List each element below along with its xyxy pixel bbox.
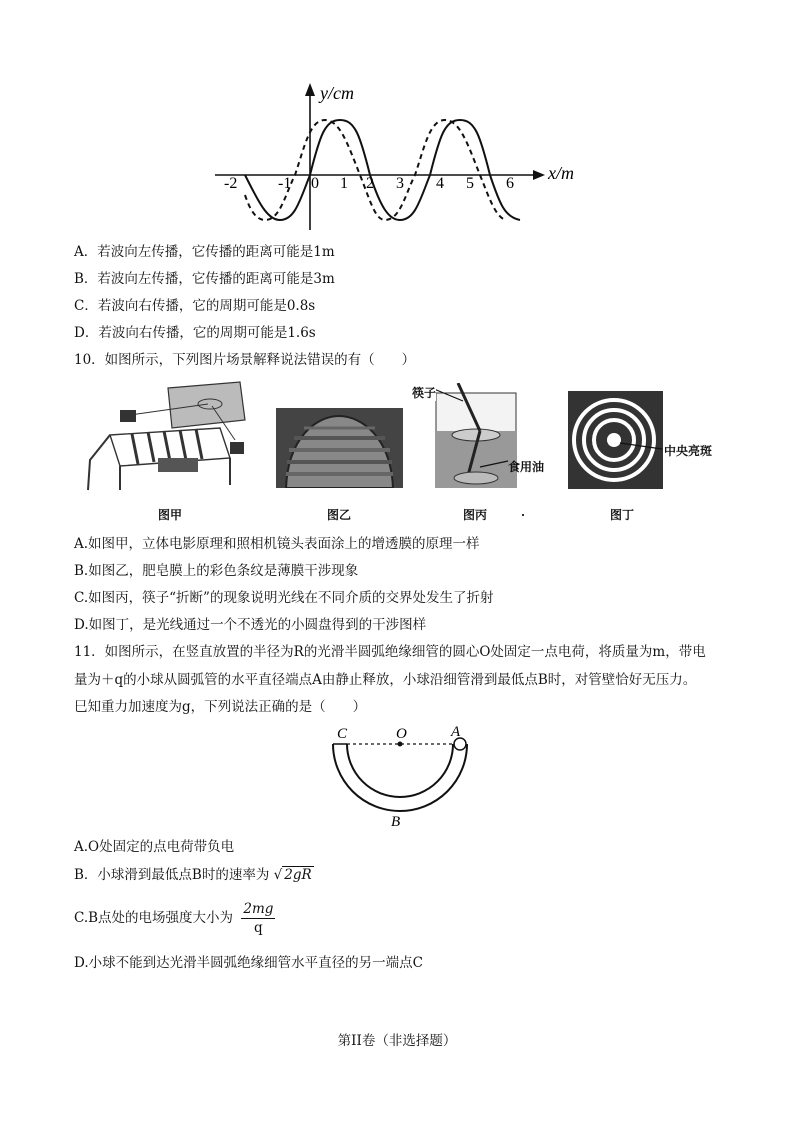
q9-option-b: B．若波向左传播，它传播的距离可能是3m [74, 271, 335, 287]
q11-option-b [74, 866, 314, 884]
sqrt-formula: √ 2gR [273, 867, 312, 883]
q10-option-d: D.如图丁，是光线通过一个不透光的小圆盘得到的干涉图样 [74, 617, 427, 633]
q9-option-d: D．若波向右传播，它的周期可能是1.6s [74, 325, 316, 341]
point-c-label: C [337, 726, 348, 742]
fraction-denominator: q [254, 920, 263, 936]
tick-label: 5 [466, 175, 474, 192]
center-charge [398, 742, 403, 747]
q9-option-a: A．若波向左传播，它传播的距离可能是1m [74, 244, 335, 260]
dashed-wave [245, 120, 505, 220]
q9-option-c: C．若波向右传播，它的周期可能是0.8s [74, 298, 316, 314]
y-axis-label: y/cm [320, 83, 354, 103]
q10-option-c: C.如图丙，筷子“折断”的现象说明光线在不同介质的交界处发生了折射 [74, 590, 494, 606]
q11-stem-line-3: 巳知重力加速度为g，下列说法正确的是（ ） [74, 699, 367, 715]
figure-jia [80, 380, 265, 500]
tick-label: -2 [224, 175, 238, 192]
figure-ding [568, 391, 663, 489]
q11-option-d: D.小球不能到达光滑半圆弧绝缘细管水平直径的另一端点C [74, 955, 423, 971]
figure-yi [276, 408, 403, 488]
tick-label: 0 [311, 175, 319, 192]
sqrt-radicand: 2gR [284, 867, 312, 883]
y-axis-arrow [305, 83, 315, 96]
tube-outer-arc [333, 744, 467, 811]
tick-label: 1 [340, 175, 348, 192]
q10-option-b: B.如图乙，肥皂膜上的彩色条纹是薄膜干涉现象 [74, 563, 359, 579]
tube-inner-arc [347, 744, 453, 797]
q11-option-c-text: C.B点处的电场强度大小为 [74, 910, 234, 926]
caption-jia: 图甲 [158, 508, 183, 522]
tick-label: 3 [396, 175, 404, 192]
q11-stem-line-1: 11．如图所示，在竖直放置的半径为R的光滑半圆弧绝缘细管的圆心O处固定一点电荷，将质量为m，带电 [74, 644, 706, 660]
q10-stem: 10．如图所示，下列图片场景解释说法错误的有（ ） [74, 352, 416, 368]
label-chopsticks: 筷子 [412, 386, 437, 400]
caption-ding: 图丁 [610, 508, 635, 522]
caption-bing: 图丙 [463, 508, 488, 522]
semicircle-tube-diagram [325, 722, 475, 830]
x-axis-label: x/m [548, 163, 574, 183]
point-a-label: A [451, 724, 461, 740]
fraction-numerator: 2mg [243, 901, 274, 917]
label-bright-spot: 中央亮斑 [664, 444, 713, 458]
tick-label: 4 [436, 175, 444, 192]
section-title: 第II卷（非选择题） [337, 1033, 457, 1049]
q11-option-b-text: B．小球滑到最低点B时的速率为 [74, 867, 270, 883]
point-o-label: O [396, 726, 407, 742]
tick-label: 6 [506, 175, 514, 192]
tick-label: 2 [366, 175, 374, 192]
q11-stem-line-2: 量为＋q的小球从圆弧管的水平直径端点A由静止释放，小球沿细管滑到最低点B时，对管壁恰好无压力。 [74, 672, 697, 688]
q11-option-c [74, 900, 275, 937]
stray-dot [522, 514, 524, 516]
tick-label: -1 [278, 175, 292, 192]
x-axis-arrow [533, 170, 545, 180]
label-oil: 食用油 [508, 460, 545, 474]
q10-option-a: A.如图甲，立体电影原理和照相机镜头表面涂上的增透膜的原理一样 [74, 536, 480, 552]
field-fraction [241, 900, 275, 937]
wave-graph [200, 75, 600, 235]
point-b-label: B [391, 814, 401, 830]
caption-yi: 图乙 [327, 508, 352, 522]
q11-option-a: A.O处固定的点电荷带负电 [74, 839, 235, 855]
